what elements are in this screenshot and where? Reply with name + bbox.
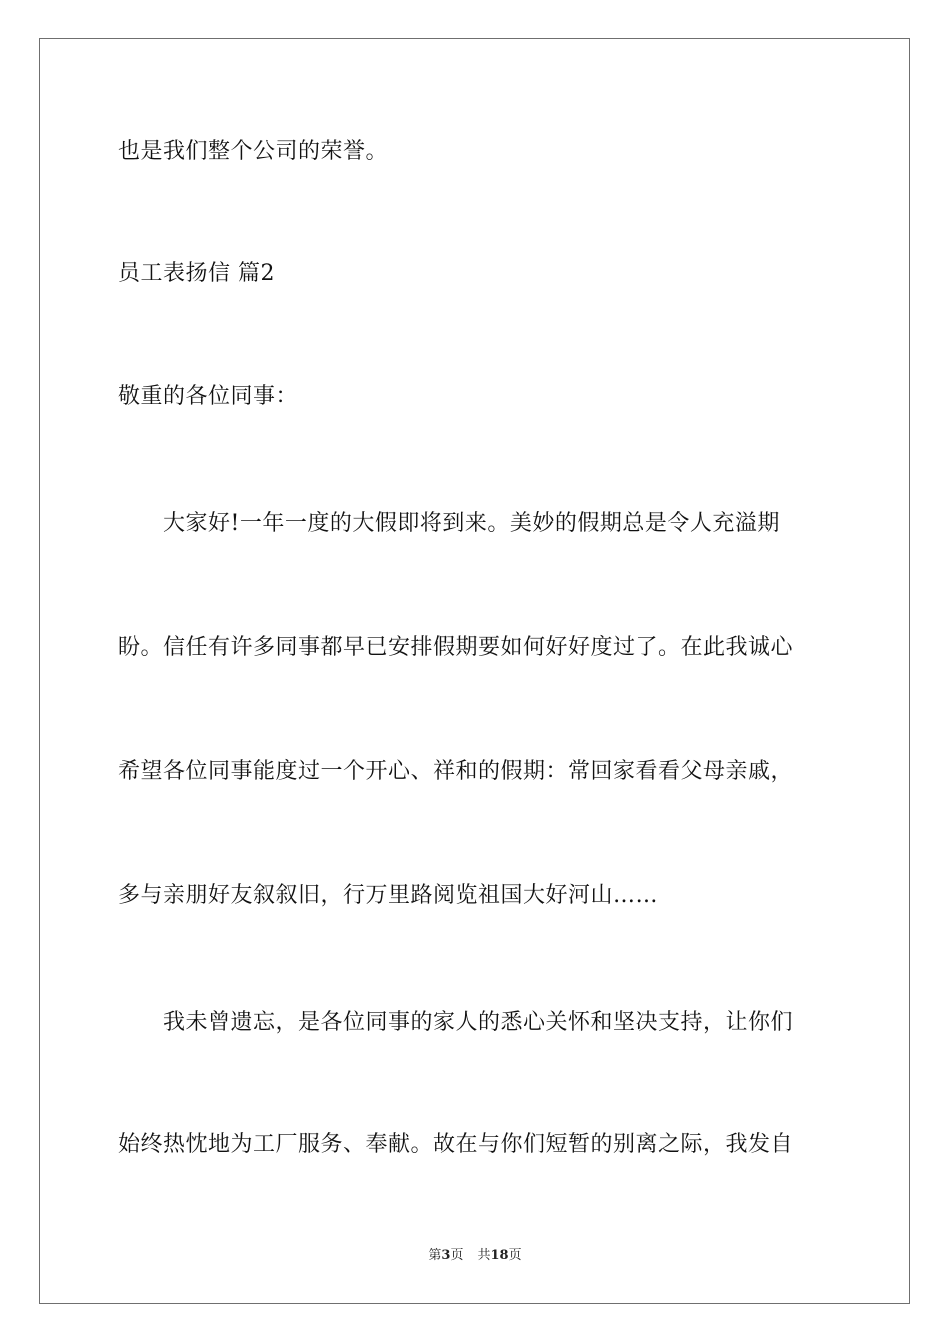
page-footer: [0, 1247, 950, 1265]
page-number: 3: [441, 1248, 451, 1263]
total-suffix: 页: [508, 1248, 522, 1263]
page-prefix: 第: [428, 1248, 442, 1263]
salutation: 敬重的各位同事：: [118, 384, 299, 409]
section-heading: 员工表扬信 篇2: [118, 261, 275, 286]
paragraph-2-line-1: 我未曾遗忘，是各位同事的家人的悉心关怀和坚决支持，让你们: [163, 1010, 794, 1035]
paragraph-1-line-3: 希望各位同事能度过一个开心、祥和的假期：常回家看看父母亲戚，: [118, 759, 794, 784]
paragraph-1-line-4: 多与亲朋好友叙叙旧，行万里路阅览祖国大好河山……: [118, 883, 659, 908]
paragraph-2-line-2: 始终热忱地为工厂服务、奉献。故在与你们短暂的别离之际，我发自: [118, 1132, 794, 1157]
page-suffix: 页: [450, 1248, 464, 1263]
text-line-1: 也是我们整个公司的荣誉。: [118, 139, 389, 164]
total-pages: 18: [490, 1248, 509, 1263]
paragraph-1-line-2: 盼。信任有许多同事都早已安排假期要如何好好度过了。在此我诚心: [118, 635, 794, 660]
page-frame: [39, 38, 910, 1304]
paragraph-1-line-1: 大家好!一年一度的大假即将到来。美妙的假期总是令人充溢期: [163, 511, 780, 536]
total-prefix: 共: [477, 1248, 491, 1263]
